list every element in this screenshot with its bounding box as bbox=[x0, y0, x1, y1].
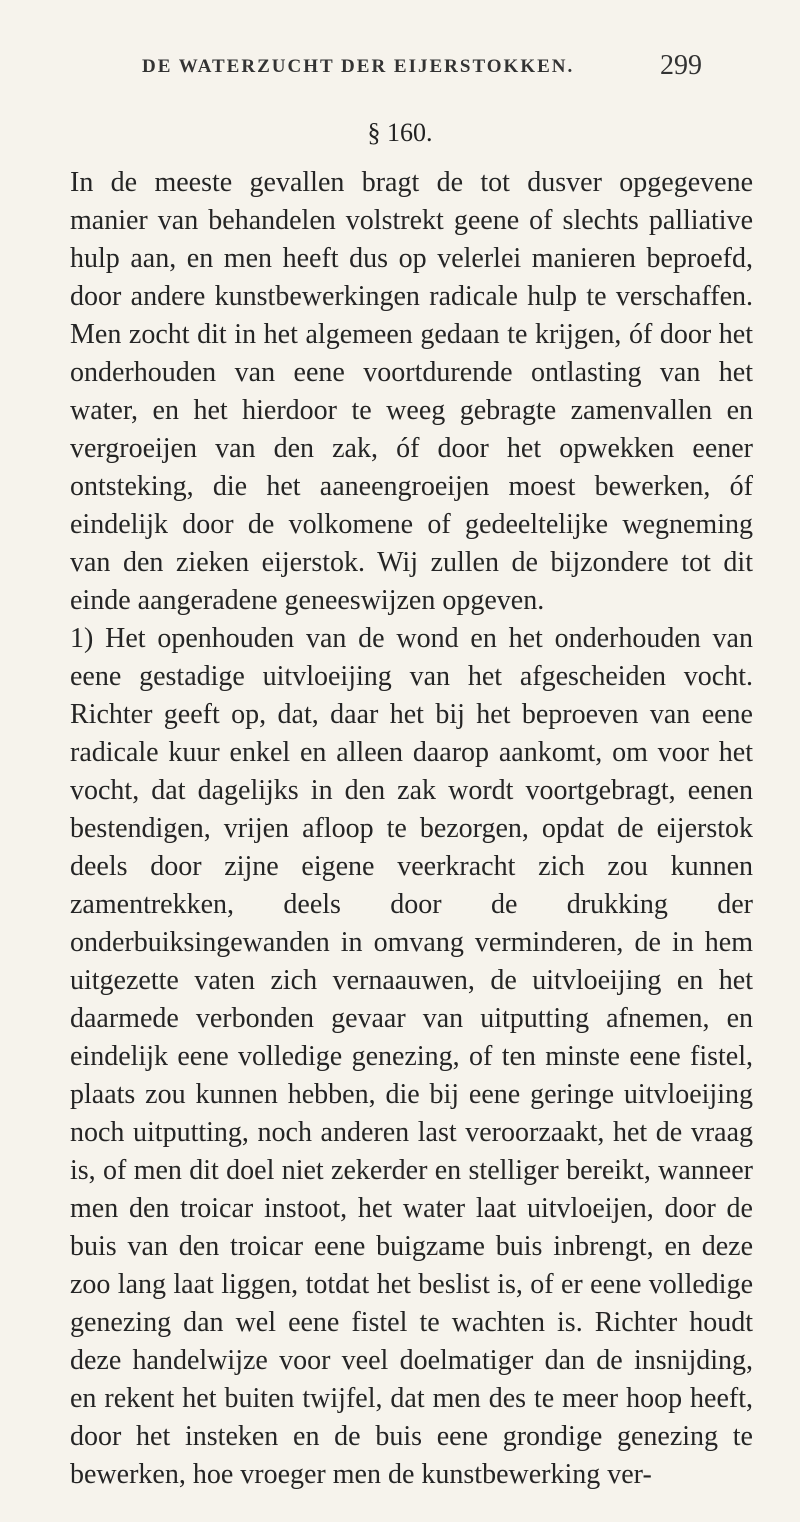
running-title: DE WATERZUCHT DER EIJERSTOKKEN. bbox=[142, 56, 575, 77]
paragraph: In de meeste gevallen bragt de tot dusver opgegevene manier van behandelen volstrekt geene of slechts palliative hulp aan, en men heeft dus op velerlei manieren beproefd, door andere kunstbewerkingen radicale hulp te verschaffen. Men zocht dit in het algemeen gedaan te krijgen, óf door het onderhouden van eene voortdurende ontlasting van het water, en het hierdoor te weeg gebragte zamenvallen en vergroeijen van den zak, óf door het opwekken eener ontsteking, die het aaneengroeijen moest bewerken, óf eindelijk door de volkomene of gedeeltelijke wegneming van den zieken eijerstok. Wij zullen de bijzondere tot dit einde aangeradene geneeswijzen opgeven. bbox=[70, 167, 753, 616]
section-heading: § 160. bbox=[367, 118, 433, 147]
paragraph: 1) Het openhouden van de wond en het onderhouden van eene gestadige uitvloeijing van het afgescheiden vocht. Richter geeft op, dat, daar het bij het beproeven van eene radicale kuur enkel en alleen daarop aankomt, om voor het vocht, dat dagelijks in den zak wordt voortgebragt, eenen bestendigen, vrijen afloop te bezorgen, opdat de eijerstok deels door zijne eigene veerkracht zich zou kunnen zamentrekken, deels door de drukking der onderbuiksingewanden in omvang verminderen, de in hem uitgezette vaten zich vernaauwen, de uitvloeijing en het daarmede verbonden gevaar van uitputting afnemen, en eindelijk eene volledige genezing, of ten minste eene fistel, plaats zou kunnen hebben, die bij eene geringe uitvloeijing noch uitputting, noch anderen last veroorzaakt, het de vraag is, of men dit doel niet zekerder en stelliger bereikt, wanneer men den troicar instoot, het water laat uitvloeijen, door de buis van den troicar eene buigzame buis inbrengt, en deze zoo lang laat liggen, totdat het beslist is, of er eene volledige genezing dan wel eene fistel te wachten is. Richter houdt deze handelwijze voor veel doelmatiger dan de insnijding, en rekent het buiten twijfel, dat men des te meer hoop heeft, door het insteken en de buis eene grondige genezing te bewerken, hoe vroeger men de kunstbewerking ver- bbox=[70, 623, 753, 1490]
page-number: 299 bbox=[660, 50, 702, 81]
body-text bbox=[70, 164, 753, 1494]
